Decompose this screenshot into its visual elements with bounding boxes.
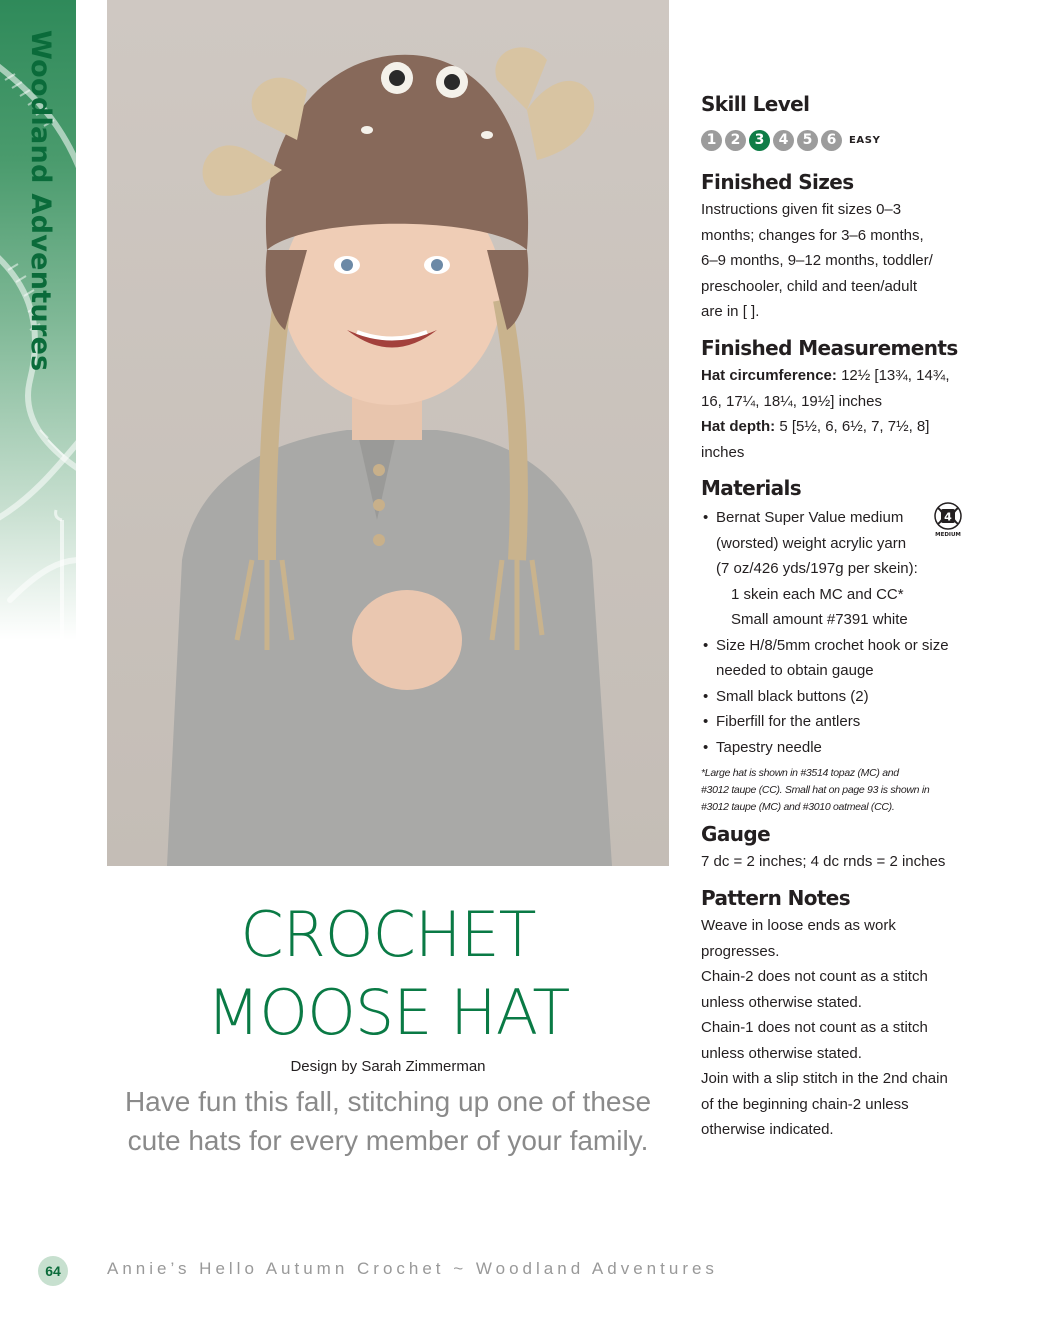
text-line: are in [ ]. <box>701 303 760 320</box>
depth-value: 5 [5½, 6, 6½, 7, 7½, 8] <box>779 418 930 435</box>
text-line: 6–9 months, 9–12 months, toddler/ <box>701 252 933 269</box>
text-line: needed to obtain gauge <box>716 662 874 679</box>
materials-list <box>701 505 971 760</box>
child-in-moose-hat-photo-icon <box>107 0 669 866</box>
circumference-label: Hat circumference: <box>701 367 837 384</box>
gauge-text: 7 dc = 2 inches; 4 dc rnds = 2 inches <box>701 853 946 870</box>
list-item <box>701 505 971 633</box>
sidebar-band <box>0 0 76 640</box>
skill-level-heading: Skill Level <box>701 92 810 116</box>
depth-label: Hat depth: <box>701 418 776 435</box>
skill-circle-2: 2 <box>725 130 746 151</box>
depth-value-cont: inches <box>701 443 745 461</box>
intro-line: cute hats for every member of your family. <box>127 1125 649 1156</box>
finished-measurements-heading: Finished Measurements <box>701 336 958 360</box>
text-line: Small amount #7391 white <box>731 611 908 628</box>
intro-line: Have fun this fall, stitching up one of these <box>124 1086 652 1117</box>
text-line: of the beginning chain-2 unless <box>701 1095 909 1113</box>
text-line: • Size H/8/5mm crochet hook or size <box>716 636 949 654</box>
text-line: #3012 taupe (MC) and #3010 oatmeal (CC). <box>701 801 895 813</box>
pattern-title-line2: MOOSE HAT <box>206 976 570 1049</box>
hero-photo <box>107 0 669 866</box>
yarn-weight-number: 4 <box>944 510 952 524</box>
finished-sizes-text <box>701 197 971 325</box>
list-item <box>701 633 971 684</box>
list-item: • Small black buttons (2) <box>701 684 971 710</box>
text-line: preschooler, child and teen/adult <box>701 277 917 295</box>
yarn-weight-label: MEDIUM <box>935 532 961 538</box>
text-line: 1 skein each MC and CC* <box>731 585 904 603</box>
text-line: (7 oz/426 yds/197g per skein): <box>716 560 918 577</box>
circumference-value: 12½ [13¾, 14¾, <box>841 367 950 384</box>
pattern-title-line1: CROCHET <box>240 898 536 971</box>
section-title <box>20 30 56 372</box>
text-line: unless otherwise stated. <box>701 1044 862 1062</box>
finished-measurements-text <box>701 363 971 465</box>
circumference-value-cont: 16, 17¼, 18¼, 19½] inches <box>701 392 882 410</box>
yarn-color-note <box>701 765 971 816</box>
skill-circle-5: 5 <box>797 130 818 151</box>
text-line: months; changes for 3–6 months, <box>701 226 924 244</box>
skill-level-label: EASY <box>849 134 881 146</box>
gauge-heading: Gauge <box>701 822 771 846</box>
skill-circle-1: 1 <box>701 130 722 151</box>
text-line: #3012 taupe (CC). Small hat on page 93 is shown in <box>701 784 930 796</box>
text-line: unless otherwise stated. <box>701 993 862 1011</box>
text-line: otherwise indicated. <box>701 1121 834 1138</box>
skill-circle-3-selected: 3 <box>749 130 770 151</box>
text-line: Join with a slip stitch in the 2nd chain <box>701 1070 948 1087</box>
list-item: • Fiberfill for the antlers <box>701 709 971 735</box>
skill-circle-6: 6 <box>821 130 842 151</box>
skill-circle-4: 4 <box>773 130 794 151</box>
page-number: 64 <box>38 1256 68 1286</box>
text-line: progresses. <box>701 942 780 960</box>
designer-credit: Design by Sarah Zimmerman <box>290 1058 486 1075</box>
section-title-text: Woodland Adventures <box>25 30 56 372</box>
running-footer: Annie’s Hello Autumn Crochet ~ Woodland Adventures <box>107 1259 718 1278</box>
text-line: (worsted) weight acrylic yarn <box>716 534 907 552</box>
skill-level-indicator <box>701 129 880 151</box>
text-line: Chain-2 does not count as a stitch <box>701 968 928 985</box>
text-line: Instructions given fit sizes 0–3 <box>701 201 902 218</box>
text-line: *Large hat is shown in #3514 topaz (MC) and <box>701 767 899 779</box>
pattern-notes-heading: Pattern Notes <box>701 886 851 910</box>
text-line: Weave in loose ends as work <box>701 917 896 934</box>
pattern-notes-text <box>701 913 971 1143</box>
list-item: • Tapestry needle <box>701 735 971 761</box>
text-line: • Bernat Super Value medium <box>716 509 904 526</box>
materials-heading: Materials <box>701 476 802 500</box>
text-line: Chain-1 does not count as a stitch <box>701 1019 928 1036</box>
finished-sizes-heading: Finished Sizes <box>701 170 854 194</box>
intro-text <box>107 1082 669 1160</box>
